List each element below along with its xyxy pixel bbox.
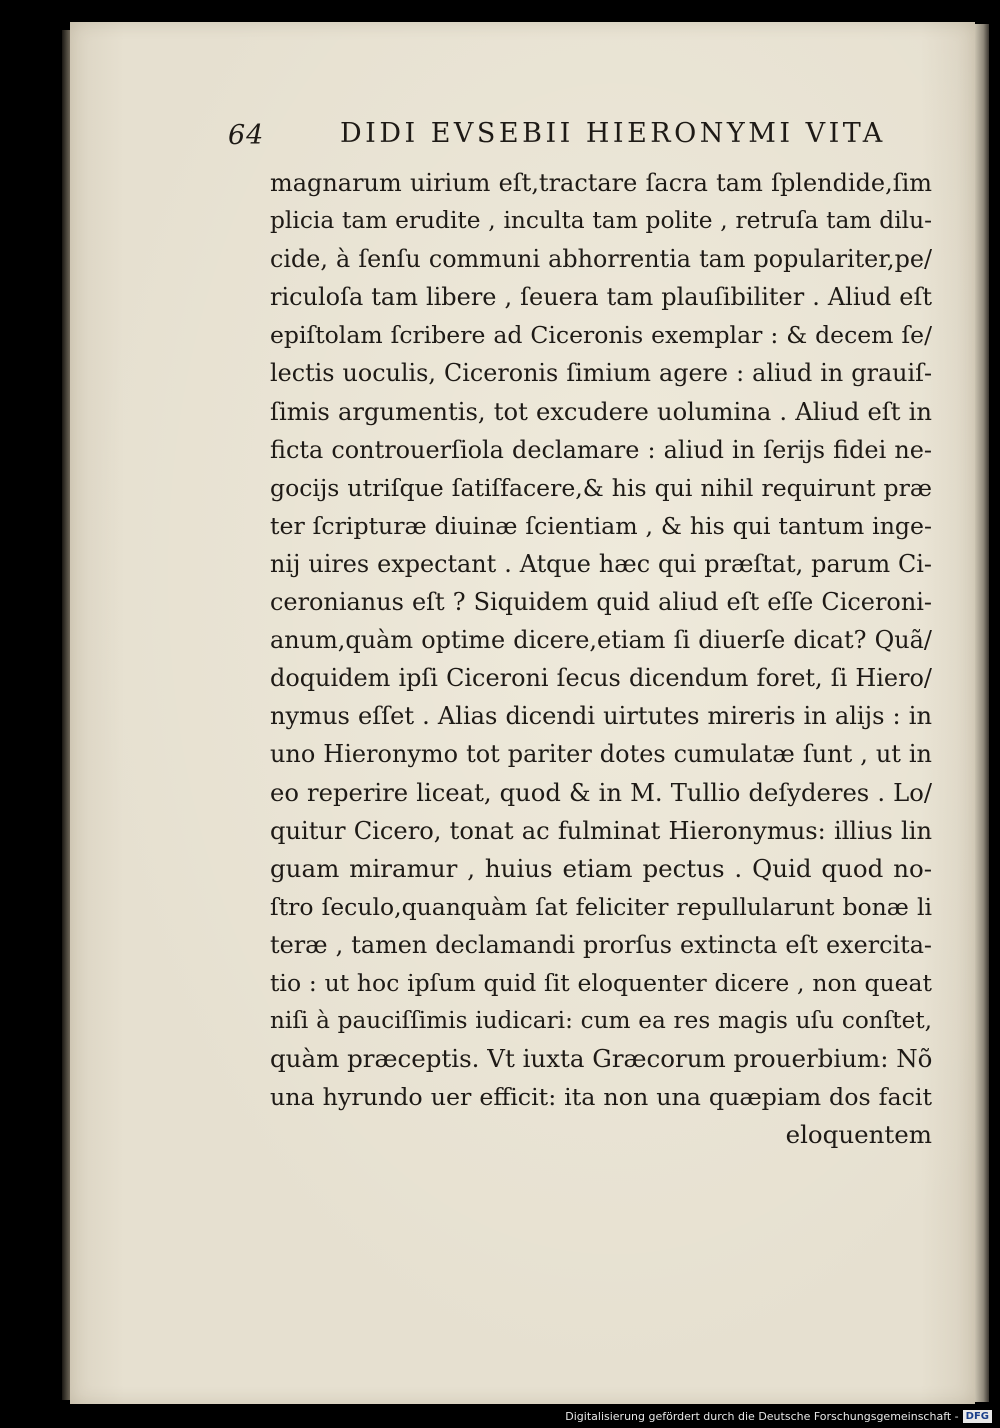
text-line: tio : ut hoc ipſum quid ſit eloquenter dicere , non queat xyxy=(270,968,932,997)
text-line: plicia tam erudite , inculta tam polite , retruſa tam dilu- xyxy=(270,207,932,235)
page-fore-edge xyxy=(975,24,989,1402)
text-line: una hyrundo uer efficit: ita non una quæpiam dos facit xyxy=(270,1083,932,1112)
text-line: ceronianus eſt ? Siquidem quid aliud eſt eſſe Ciceroni- xyxy=(270,588,932,617)
catchword: eloquentem xyxy=(785,1120,932,1150)
text-line: epiſtolam ſcribere ad Ciceronis exemplar : & decem ſe/ xyxy=(270,321,932,350)
text-line: teræ , tamen declamandi prorſus extincta eſt exercita- xyxy=(270,930,932,959)
page-number: 64 xyxy=(228,120,265,151)
text-line: magnarum uirium eſt,tractare ſacra tam ſplendide,ſim xyxy=(270,169,932,197)
text-line: quitur Cicero, tonat ac fulminat Hieronymus: illius lin xyxy=(270,816,932,845)
text-line: guam miramur , huius etiam pectus . Quid quod no- xyxy=(270,853,932,883)
text-line: riculoſa tam libere , ſeuera tam plauſibiliter . Aliud eſt xyxy=(270,283,932,312)
text-line: nij uires expectant . Atque hæc qui præſtat, parum Ci- xyxy=(270,549,932,578)
text-line: quàm præceptis. Vt iuxta Græcorum prouerbium: Nõ xyxy=(270,1044,933,1074)
text-line: ſimis argumentis, tot excudere uolumina . Aliud eſt in xyxy=(270,397,932,426)
text-line: ter ſcripturæ diuinæ ſcientiam , & his qui tantum inge- xyxy=(270,511,932,540)
text-line: ficta controuerſiola declamare : aliud in ſerijs fidei ne- xyxy=(270,435,932,464)
funding-credit: Digitalisierung gefördert durch die Deutsche Forschungsgemeinschaft - xyxy=(565,1409,959,1423)
text-line: eo reperire liceat, quod & in M. Tullio deſyderes . Lo/ xyxy=(270,777,932,807)
text-line: uno Hieronymo tot pariter dotes cumulatæ ſunt , ut in xyxy=(270,740,932,769)
digitization-footer xyxy=(565,1408,992,1424)
body-text-block xyxy=(270,164,932,1154)
text-line: ſtro ſeculo,quanquàm ſat feliciter repullularunt bonæ li xyxy=(270,892,932,921)
text-line: nymus eſſet . Alias dicendi uirtutes mireris in alijs : in xyxy=(270,702,932,731)
text-line: anum,quàm optime dicere,etiam ſi diuerſe dicat? Quã/ xyxy=(270,626,932,655)
dfg-logo-icon: DFG xyxy=(963,1410,992,1423)
running-title: DIDI EVSEBII HIERONYMI VITA xyxy=(340,118,886,149)
text-line: gocijs utriſque ſatiſfacere,& his qui nihil requirunt præ xyxy=(270,473,932,502)
running-head xyxy=(228,118,928,158)
text-line: niſi à pauciſſimis iudicari: cum ea res magis uſu conſtet, xyxy=(270,1007,932,1035)
text-line: doquidem ipſi Ciceroni ſecus dicendum foret, ſi Hiero/ xyxy=(270,664,932,693)
page-gutter-shadow xyxy=(62,30,70,1400)
text-line: cide, à ſenſu communi abhorrentia tam populariter,pe/ xyxy=(270,245,932,274)
text-line: lectis uoculis, Ciceronis ſimium agere : aliud in grauiſ- xyxy=(270,359,932,388)
